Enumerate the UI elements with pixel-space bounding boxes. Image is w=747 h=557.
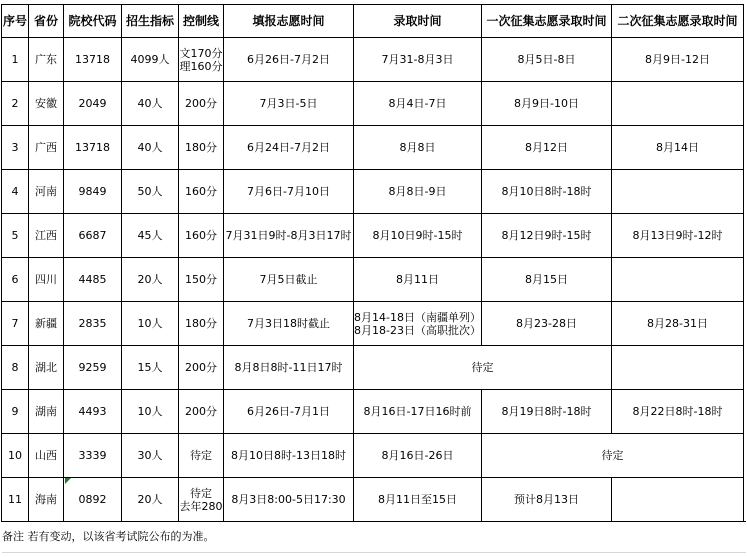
school-code-cell[interactable]: 9849 (64, 170, 122, 214)
header-cell[interactable]: 省份 (29, 5, 64, 38)
table-row (2, 170, 744, 214)
quota-cell[interactable]: 45人 (122, 214, 179, 258)
first-round-cell[interactable]: 8月10日8时-18时 (482, 170, 612, 214)
table-row (2, 346, 744, 390)
second-round-cell[interactable]: 8月9日-12日 (612, 38, 744, 82)
province-cell[interactable]: 广西 (29, 126, 64, 170)
apply-time-cell[interactable]: 6月24日-7月2日 (224, 126, 354, 170)
header-cell[interactable]: 招生指标 (122, 5, 179, 38)
first-round-cell[interactable]: 8月23-28日 (482, 302, 612, 346)
province-cell[interactable]: 四川 (29, 258, 64, 302)
header-cell[interactable]: 序号 (2, 5, 29, 38)
admit-time-cell[interactable]: 8月11日 (354, 258, 482, 302)
school-code-cell[interactable]: 9259 (64, 346, 122, 390)
row-number-cell[interactable]: 5 (2, 214, 29, 258)
row-number-cell[interactable]: 4 (2, 170, 29, 214)
school-code-cell[interactable]: 6687 (64, 214, 122, 258)
control-line-cell[interactable]: 200分 (179, 82, 224, 126)
province-cell[interactable]: 广东 (29, 38, 64, 82)
admit-time-cell[interactable]: 8月4日-7日 (354, 82, 482, 126)
row-number-cell[interactable]: 10 (2, 434, 29, 478)
quota-cell[interactable]: 10人 (122, 302, 179, 346)
header-cell[interactable]: 控制线 (179, 5, 224, 38)
admit-time-cell[interactable]: 8月11日至15日 (354, 478, 482, 522)
control-line-cell[interactable]: 180分 (179, 302, 224, 346)
table-row (2, 390, 744, 434)
control-line-cell[interactable]: 160分 (179, 214, 224, 258)
province-cell[interactable]: 海南 (29, 478, 64, 522)
admit-time-cell[interactable]: 8月8日-9日 (354, 170, 482, 214)
header-cell[interactable]: 院校代码 (64, 5, 122, 38)
header-cell[interactable]: 填报志愿时间 (224, 5, 354, 38)
table-row (2, 434, 744, 478)
control-line-cell[interactable]: 待定 去年280 (179, 478, 224, 522)
row-number-cell[interactable]: 1 (2, 38, 29, 82)
first-round-cell[interactable]: 8月12日9时-15时 (482, 214, 612, 258)
apply-time-cell[interactable]: 7月5日截止 (224, 258, 354, 302)
apply-time-cell[interactable]: 8月3日8:00-5日17:30 (224, 478, 354, 522)
first-round-cell[interactable]: 待定 (482, 434, 744, 478)
second-round-cell[interactable] (612, 170, 744, 214)
school-code-cell[interactable]: 2835 (64, 302, 122, 346)
first-round-cell[interactable]: 8月19日8时-18时 (482, 390, 612, 434)
quota-cell[interactable]: 20人 (122, 258, 179, 302)
table-row (2, 302, 744, 346)
comment-marker-icon (65, 478, 71, 484)
first-round-cell[interactable]: 预计8月13日 (482, 478, 612, 522)
row-number-cell[interactable]: 8 (2, 346, 29, 390)
apply-time-cell[interactable]: 7月3日-5日 (224, 82, 354, 126)
admission-schedule-table (1, 4, 744, 522)
quota-cell[interactable]: 50人 (122, 170, 179, 214)
control-line-cell[interactable]: 待定 (179, 434, 224, 478)
province-cell[interactable]: 湖北 (29, 346, 64, 390)
second-round-cell[interactable] (612, 258, 744, 302)
header-row (2, 5, 744, 38)
row-number-cell[interactable]: 11 (2, 478, 29, 522)
table-row (2, 478, 744, 522)
admit-time-cell[interactable]: 7月31-8月3日 (354, 38, 482, 82)
admit-time-cell[interactable]: 8月8日 (354, 126, 482, 170)
school-code-cell[interactable]: 13718 (64, 126, 122, 170)
province-cell[interactable]: 河南 (29, 170, 64, 214)
second-round-cell[interactable]: 8月28-31日 (612, 302, 744, 346)
quota-cell[interactable]: 15人 (122, 346, 179, 390)
row-number-cell[interactable]: 3 (2, 126, 29, 170)
second-round-cell[interactable] (612, 346, 744, 390)
province-cell[interactable]: 山西 (29, 434, 64, 478)
quota-cell[interactable]: 10人 (122, 390, 179, 434)
quota-cell[interactable]: 20人 (122, 478, 179, 522)
first-round-cell[interactable]: 8月15日 (482, 258, 612, 302)
admit-time-cell[interactable]: 8月10日9时-15时 (354, 214, 482, 258)
apply-time-cell[interactable]: 7月6日-7月10日 (224, 170, 354, 214)
control-line-cell[interactable]: 200分 (179, 390, 224, 434)
school-code-cell[interactable]: 2049 (64, 82, 122, 126)
apply-time-cell[interactable]: 6月26日-7月1日 (224, 390, 354, 434)
control-line-cell[interactable]: 文170分 理160分 (179, 38, 224, 82)
row-number-cell[interactable]: 2 (2, 82, 29, 126)
first-round-cell[interactable]: 8月12日 (482, 126, 612, 170)
control-line-cell[interactable]: 160分 (179, 170, 224, 214)
province-cell[interactable]: 安徽 (29, 82, 64, 126)
province-cell[interactable]: 江西 (29, 214, 64, 258)
control-line-cell[interactable]: 180分 (179, 126, 224, 170)
header-cell[interactable]: 一次征集志愿录取时间 (482, 5, 612, 38)
table-row (2, 258, 744, 302)
second-round-cell[interactable]: 8月22日8时-18时 (612, 390, 744, 434)
second-round-cell[interactable]: 8月13日9时-12时 (612, 214, 744, 258)
control-line-cell[interactable]: 200分 (179, 346, 224, 390)
admit-time-cell[interactable]: 8月16日-26日 (354, 434, 482, 478)
province-cell[interactable]: 新疆 (29, 302, 64, 346)
second-round-cell[interactable]: 8月14日 (612, 126, 744, 170)
table-row (2, 214, 744, 258)
first-round-cell[interactable]: 8月9日-10日 (482, 82, 612, 126)
header-cell[interactable]: 录取时间 (354, 5, 482, 38)
admit-time-cell[interactable]: 8月14-18日（南疆单列） 8月18-23日（高职批次） (354, 302, 482, 346)
footnote-text[interactable]: 备注 若有变动，以该省考试院公布的为准。 (2, 530, 215, 543)
apply-time-cell[interactable]: 8月8日8时-11日17时 (224, 346, 354, 390)
quota-cell[interactable]: 40人 (122, 126, 179, 170)
apply-time-cell[interactable]: 6月26日-7月2日 (224, 38, 354, 82)
admit-time-cell[interactable]: 待定 (354, 346, 612, 390)
province-cell[interactable]: 湖南 (29, 390, 64, 434)
school-code-cell[interactable]: 13718 (64, 38, 122, 82)
table-row (2, 126, 744, 170)
table-row (2, 38, 744, 82)
table-row (2, 82, 744, 126)
footnote-row[interactable] (2, 521, 746, 553)
school-code-cell[interactable]: 4485 (64, 258, 122, 302)
apply-time-cell[interactable]: 7月31日9时-8月3日17时 (224, 214, 354, 258)
quota-cell[interactable]: 40人 (122, 82, 179, 126)
row-number-cell[interactable]: 6 (2, 258, 29, 302)
row-number-cell[interactable]: 9 (2, 390, 29, 434)
row-number-cell[interactable]: 7 (2, 302, 29, 346)
second-round-cell[interactable] (612, 478, 744, 522)
quota-cell[interactable]: 30人 (122, 434, 179, 478)
second-round-cell[interactable] (612, 82, 744, 126)
header-cell[interactable]: 二次征集志愿录取时间 (612, 5, 744, 38)
school-code-cell[interactable]: 4493 (64, 390, 122, 434)
school-code-cell[interactable]: 0892 (64, 478, 122, 522)
admit-time-cell[interactable]: 8月16日-17日16时前 (354, 390, 482, 434)
first-round-cell[interactable]: 8月5日-8日 (482, 38, 612, 82)
school-code-cell[interactable]: 3339 (64, 434, 122, 478)
quota-cell[interactable]: 4099人 (122, 38, 179, 82)
apply-time-cell[interactable]: 7月3日18时截止 (224, 302, 354, 346)
control-line-cell[interactable]: 150分 (179, 258, 224, 302)
apply-time-cell[interactable]: 8月10日8时-13日18时 (224, 434, 354, 478)
